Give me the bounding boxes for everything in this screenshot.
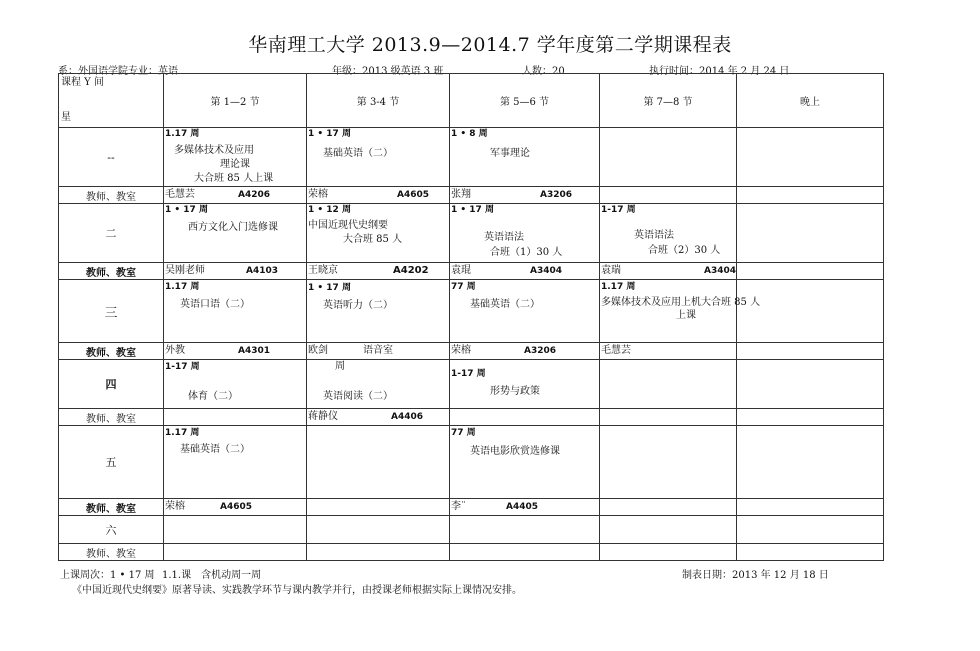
course-note: 大合班 85 人上课 [194,173,274,184]
header-evening: 晚上 [737,74,884,128]
thursday-course-row [59,360,884,409]
course-name: 多媒体技术及应用 [174,145,254,156]
teacher-room-label: 教师、教室 [59,544,164,561]
course-weeks: 1 • 17 周 [308,129,351,139]
course-cell [164,360,307,409]
teacher-cell [307,499,450,516]
footer-weeks: 上课周次：1 • 17 周 [60,570,155,581]
course-weeks: 1.17 周 [165,129,200,139]
course-weeks: 1 • 17 周 [451,205,494,215]
room-code: A3206 [524,346,557,356]
course-cell [450,280,600,343]
room-code: A4202 [393,265,429,276]
room-code: A3404 [704,266,737,276]
teacher-cell [164,187,307,204]
room-code: A4206 [238,190,271,200]
course-name: 英语语法 [484,232,524,243]
course-weeks: 1 • 17 周 [165,205,208,215]
room-code: A4103 [246,266,279,276]
corner-bottom-label: 星 [61,112,71,123]
footer-note: 1.1.课 含机动周一周 [162,570,262,581]
thursday-teacher-row [59,409,884,426]
course-name: 基础英语（二） [323,148,393,159]
teacher-name: 毛慧芸 [165,189,195,200]
teacher-name: 吴刚老师 [165,265,205,276]
course-weeks: 77 周 [451,428,476,438]
teacher-cell [164,499,307,516]
footer-remark: 《中国近现代史纲要》原著导读、实践教学环节与课内教学并行，由授课老师根据实际上课情况安排。 [72,585,522,596]
wednesday-course-row [59,280,884,343]
course-weeks: 1-17 周 [601,205,636,215]
course-cell [600,426,737,499]
friday-teacher-row [59,499,884,516]
teacher-name: 袁琨 [451,265,471,276]
teacher-cell [600,343,737,360]
course-cell [450,516,600,544]
course-cell [307,516,450,544]
course-weeks: 1.17 周 [165,428,200,438]
teacher-name: 王晓京 [308,265,338,276]
course-name: 西方文化入门选修课 [188,222,278,233]
day-label-wednesday: 三 [59,280,164,343]
header-period-5-6: 第 5—6 节 [450,74,600,128]
saturday-teacher-row [59,544,884,561]
meta-grade: 年级：2013 级英语 3 班 [332,66,444,77]
teacher-cell [164,409,307,426]
teacher-cell [164,544,307,561]
teacher-cell [737,544,884,561]
course-weeks: 1 • 12 周 [308,205,351,215]
teacher-name: 外教 [165,345,185,356]
room-code: A4605 [220,502,253,512]
teacher-name: 荣榕 [451,345,471,356]
teacher-cell [450,263,600,280]
teacher-cell [737,263,884,280]
schedule-table [58,73,884,561]
course-name: 基础英语（二） [180,444,250,455]
course-name: 军事理论 [490,148,530,159]
teacher-name: 荣榕 [308,189,328,200]
course-cell [600,204,737,263]
day-label-saturday: 六 [59,516,164,544]
course-cell [450,426,600,499]
course-note: 上课 [676,310,696,321]
meta-count: 人数：20 [522,66,565,77]
teacher-cell [450,409,600,426]
teacher-name: 张翔 [451,189,471,200]
teacher-name: 李¨ [451,501,466,512]
course-cell [307,128,450,187]
tuesday-course-row [59,204,884,263]
teacher-cell [307,263,450,280]
header-row [59,74,884,128]
course-note: 理论课 [220,159,250,170]
course-name: 英语阅读（二） [323,391,393,402]
teacher-name: 荣榕 [165,501,185,512]
course-cell [737,280,884,343]
course-cell [164,280,307,343]
room-code: A4605 [397,190,430,200]
room-code: 语音室 [363,345,393,356]
course-cell [737,426,884,499]
course-cell [450,204,600,263]
course-cell [737,360,884,409]
teacher-cell [600,544,737,561]
course-cell [737,204,884,263]
teacher-cell [600,499,737,516]
tuesday-teacher-row [59,263,884,280]
teacher-room-label: 教师、教室 [59,343,164,360]
page-title: 华南理工大学 2013.9—2014.7 学年度第二学期课程表 [248,34,732,56]
course-name: 英语听力（二） [323,300,393,311]
teacher-cell [164,263,307,280]
course-weeks: 1.17 周 [601,282,636,292]
footer-date: 制表日期：2013 年 12 月 18 日 [682,570,829,581]
course-weeks: 1-17 周 [165,362,200,372]
teacher-cell [600,187,737,204]
teacher-cell [307,409,450,426]
course-name: 体育（二） [188,391,238,402]
course-cell [164,128,307,187]
day-label-thursday: 四 [59,360,164,409]
course-name: 多媒体技术及应用上机大合班 85 人 [601,297,761,308]
meta-exec: 执行时间：2014 年 2 月 24 日 [649,66,790,77]
course-note: 大合班 85 人 [343,234,403,245]
room-code: A3206 [540,190,573,200]
header-period-7-8: 第 7—8 节 [600,74,737,128]
course-name: 形势与政策 [490,386,540,397]
corner-cell [59,74,164,128]
teacher-cell [737,409,884,426]
course-cell [164,426,307,499]
course-cell [307,360,450,409]
course-cell [737,516,884,544]
course-cell [450,360,600,409]
day-label-tuesday: 二 [59,204,164,263]
corner-top-label: 课程 Y 间 [61,77,104,88]
course-note: 合班（1）30 人 [490,247,563,258]
room-code: A4406 [391,412,424,422]
course-cell [307,280,450,343]
course-weeks: 1-17 周 [451,369,486,379]
course-name: 基础英语（二） [470,299,540,310]
friday-course-row [59,426,884,499]
monday-course-row [59,128,884,187]
teacher-name: 欧剑 [308,345,328,356]
teacher-cell [600,263,737,280]
teacher-cell [307,544,450,561]
teacher-name: 蒋静仪 [308,411,338,422]
course-note: 合班（2）30 人 [648,245,721,256]
course-name: 英语电影欣赏选修课 [470,446,560,457]
course-cell [307,204,450,263]
course-name: 英语语法 [634,230,674,241]
day-label-friday: 五 [59,426,164,499]
course-cell [450,128,600,187]
teacher-room-label: 教师、教室 [59,499,164,516]
wednesday-teacher-row [59,343,884,360]
course-cell [600,280,761,343]
course-cell [307,426,450,499]
course-cell [600,516,737,544]
course-cell [737,128,884,187]
teacher-cell [450,343,600,360]
course-weeks: 1 • 17 周 [308,283,351,293]
teacher-cell [307,343,450,360]
course-cell [600,360,737,409]
teacher-cell [737,187,884,204]
teacher-cell [737,499,884,516]
course-name: 中国近现代史纲要 [308,220,388,231]
room-code: A4405 [506,502,539,512]
teacher-room-label: 教师、教室 [59,187,164,204]
course-name: 英语口语（二） [180,299,250,310]
teacher-cell [307,187,450,204]
header-period-1-2: 第 1—2 节 [164,74,307,128]
teacher-cell [164,343,307,360]
course-cell [600,128,737,187]
course-weeks: 77 周 [451,282,476,292]
teacher-cell [450,544,600,561]
monday-teacher-row [59,187,884,204]
teacher-cell [737,343,884,360]
day-label-monday: -- [59,128,164,187]
course-cell [164,204,307,263]
room-code: A3404 [530,266,563,276]
teacher-cell [600,409,737,426]
teacher-room-label: 教师、教室 [59,409,164,426]
teacher-name: 毛慧芸 [601,345,631,356]
teacher-room-label: 教师、教室 [59,263,164,280]
teacher-cell [450,499,600,516]
teacher-cell [450,187,600,204]
header-period-3-4: 第 3-4 节 [307,74,450,128]
course-weeks: 周 [335,361,345,372]
teacher-name: 袁瑞 [601,265,621,276]
course-cell [164,516,307,544]
saturday-course-row [59,516,884,544]
course-weeks: 1 • 8 周 [451,129,488,139]
course-weeks: 1.17 周 [165,282,200,292]
meta-dept: 系：外国语学院专业：英语 [58,66,178,77]
room-code: A4301 [238,346,271,356]
